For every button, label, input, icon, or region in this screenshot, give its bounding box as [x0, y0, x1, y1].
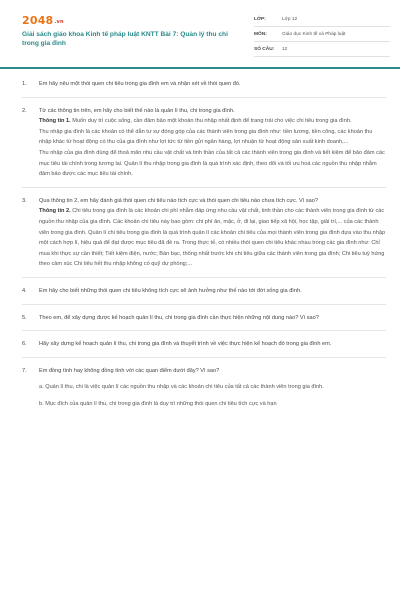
meta-label: LỚP:: [254, 16, 266, 22]
meta-label: SỐ CÂU:: [254, 46, 275, 52]
info-paragraph: Thu nhập gia đình là các khoản có thể dẫn tư sự đóng góp của các thành viên trong gia đình như: tiền lương, tiền công, các khoản thu nhập khác từ hoạt động có thu của gia đình như lợi tức từ tiền gửi ngân hàng, lợi nhuận từ hoạt động sản xuất kinh doanh,...: [39, 128, 373, 146]
header-divider: [0, 67, 400, 69]
info-paragraph: Thu nhập của gia đình dùng để thoả mãn nhu cầu vật chất và tinh thần của tất cả các thành viên trong gia đình và tiết kiệm để bảo đảm các mục tiêu tài chính trong tương lai. Quản lí thu nhập trong gia đình là quá trình xác định, theo dõi và tối ưu hoá các nguồn thu nhập nhằm đảm bảo được các mục tiêu tài chính.: [39, 149, 385, 178]
meta-label: MÔN:: [254, 31, 267, 37]
question-number: 4.: [22, 287, 27, 294]
question-number: 5.: [22, 314, 27, 321]
site-logo[interactable]: [22, 14, 64, 27]
info-block: [39, 116, 386, 127]
question-item: [22, 196, 386, 270]
question-number: 3.: [22, 197, 27, 204]
question-divider: [22, 187, 386, 188]
question-body: [39, 106, 386, 180]
question-item: [22, 339, 386, 350]
question-divider: [22, 304, 386, 305]
question-number: 1.: [22, 81, 27, 87]
question-text: Từ các thông tin trên, em hãy cho biết thế nào là quản lí thu, chi trong gia đình.: [39, 107, 235, 114]
info-text: Muốn duy trì cuộc sống, cần đảm bảo một khoản thu nhập nhất định để trang trải cho việc chi tiêu trong gia đình.: [70, 118, 352, 125]
logo-text: 2048: [22, 14, 54, 27]
question-text: Qua thông tin 2, em hãy đánh giá thói quen chi tiêu nào tích cực và thói quen chi tiêu nào chưa tích cực. Vì sao?: [39, 197, 318, 204]
meta-value: Giáo dục Kinh tế và Pháp luật: [282, 31, 346, 37]
info-block: [39, 206, 386, 270]
page-header: [0, 0, 400, 66]
question-divider: [22, 357, 386, 358]
question-list: [22, 79, 386, 409]
question-body: [39, 366, 386, 410]
logo-suffix: .vn: [54, 19, 64, 25]
info-label: Thông tin 1.: [39, 118, 71, 125]
question-divider: [22, 330, 386, 331]
question-item: [22, 286, 386, 297]
question-number: 2.: [22, 107, 27, 114]
question-item: [22, 79, 386, 90]
question-text: Theo em, để xây dựng được kế hoạch quản lí thu, chi trong gia đình cần thực hiện những nội dung nào? Vì sao?: [39, 314, 319, 321]
info-label: Thông tin 2.: [39, 208, 71, 215]
question-body: [39, 286, 386, 297]
question-text: Em đồng tình hay không đồng tình với các quan điểm dưới đây? Vì sao?: [39, 367, 220, 374]
question-text: Em hãy nêu một thói quen chi tiêu trong gia đình em và nhận xét về thói quen đó.: [39, 81, 241, 87]
question-body: [39, 79, 386, 90]
meta-row-class: [254, 12, 390, 27]
question-item: [22, 313, 386, 324]
question-body: [39, 196, 386, 270]
sub-item-b: b. Mục đích của quản lí thu, chi trong gia đình là duy trì những thói quen chi tiêu tích cực và hạn: [39, 400, 277, 407]
question-text: Hãy xây dựng kế hoạch quản lí thu, chi trong gia đình và thuyết trình về việc thực hiện kế hoạch đó trong gia đình em.: [39, 341, 332, 348]
meta-row-subject: [254, 27, 390, 42]
question-divider: [22, 97, 386, 98]
question-body: [39, 313, 386, 324]
sub-item-a: a. Quản lí thu, chi là việc quản lí các nguồn thu nhập và các khoản chi tiêu của tất cả các thành viên trong gia đình.: [39, 384, 324, 391]
question-item: [22, 106, 386, 180]
question-text: Em hãy cho biết những thói quen chi tiêu không tích cực sẽ ảnh hưởng như thế nào tới đời sống gia đình.: [39, 287, 302, 294]
question-item: [22, 366, 386, 410]
question-number: 7.: [22, 367, 27, 374]
document-title: Giải sách giáo khoa Kinh tế pháp luật KNTT Bài 7: Quản lý thu chi trong gia đình: [22, 31, 228, 47]
info-text: Chi tiêu trong gia đình là các khoản chi phí nhằm đáp ứng nhu cầu vật chất, tinh thần cho các thành viên trong gia đình từ các nguồn thu nhập của gia đình. Các khoản chi tiêu này bao gồm: chi phí ăn, mặc, ở, đi lại, giao tiếp xã hội, học tập, giải trí,... của các thành viên trong gia đình. Quản lí chi tiêu trong gia đình là quá trình quản lí các khoản chi tiêu của mọi thành viên trong gia đình dựa vào thu nhập một cách hợp lí, hiệu quả để đạt được mục tiêu đã đề ra. Trong thực tế, có nhiều thói quen chi tiêu khác nhau trong các gia đình như: Chỉ mua khi thực sự cần thiết; Tiết kiệm điện, nước; Bàn bạc, thống nhất trước khi chi tiêu giữa các thành viên trong gia đình; Chi tiêu tuỳ hứng theo cảm xúc Chi tiêu hết thu nhập không có quỹ dự phòng;...: [39, 208, 386, 268]
question-number: 6.: [22, 341, 27, 348]
question-body: [39, 339, 386, 350]
meta-value: Lớp 12: [282, 16, 298, 22]
meta-row-count: [254, 42, 390, 57]
meta-value: 12: [282, 46, 288, 52]
question-divider: [22, 277, 386, 278]
meta-table: [254, 12, 390, 57]
